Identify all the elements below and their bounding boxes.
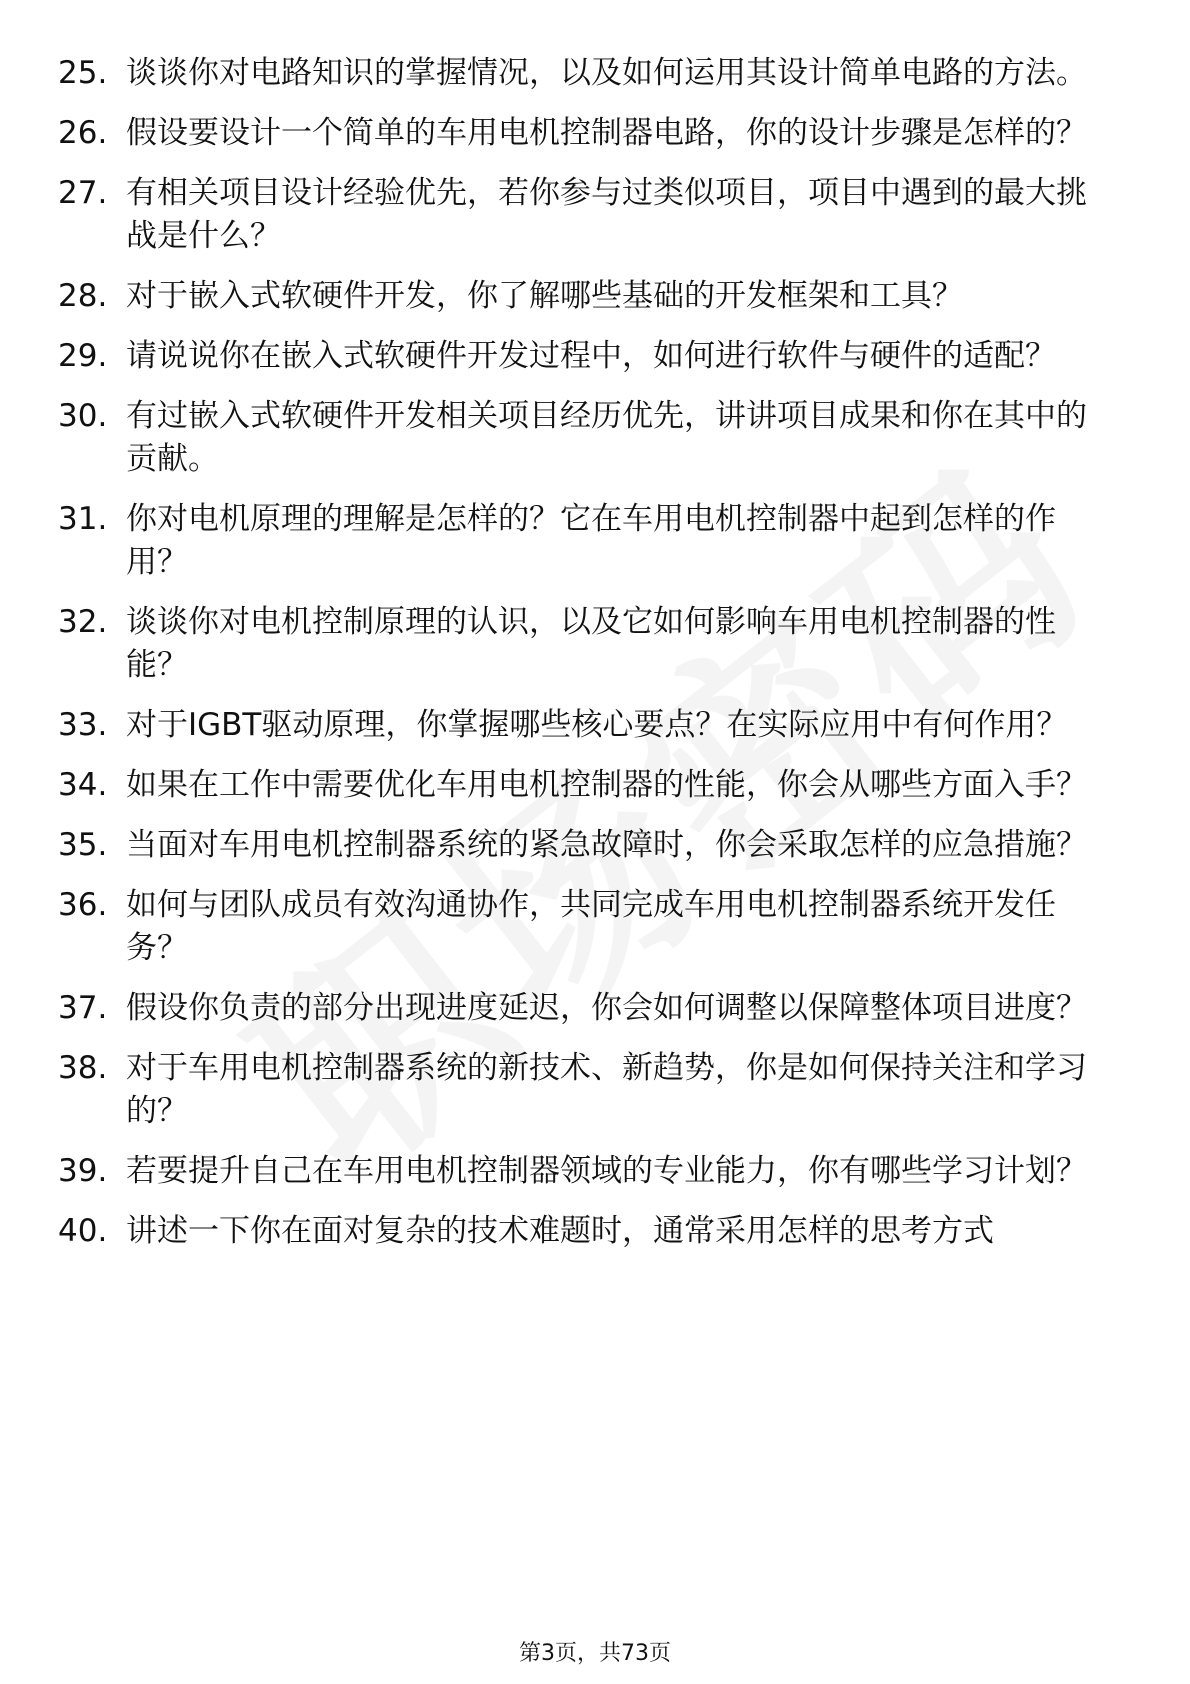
question-number: 35. bbox=[58, 827, 108, 863]
question-item bbox=[0, 704, 1190, 747]
question-number: 27. bbox=[58, 175, 108, 211]
question-number: 38. bbox=[58, 1050, 108, 1086]
question-number: 33. bbox=[58, 707, 108, 743]
question-text: 有过嵌入式软硬件开发相关项目经历优先，讲讲项目成果和你在其中的贡献。 bbox=[126, 398, 1087, 477]
question-item bbox=[0, 1210, 1190, 1253]
question-text: 对于车用电机控制器系统的新技术、新趋势，你是如何保持关注和学习的？ bbox=[126, 1050, 1087, 1129]
question-item bbox=[0, 764, 1190, 807]
question-text: 若要提升自己在车用电机控制器领域的专业能力，你有哪些学习计划？ bbox=[126, 1153, 1087, 1189]
question-number: 26. bbox=[58, 115, 108, 151]
question-number: 40. bbox=[58, 1213, 108, 1249]
question-item bbox=[0, 112, 1190, 155]
question-number: 36. bbox=[58, 887, 108, 923]
question-text: 谈谈你对电机控制原理的认识，以及它如何影响车用电机控制器的性能？ bbox=[126, 604, 1056, 683]
question-item bbox=[0, 824, 1190, 867]
question-item bbox=[0, 395, 1190, 481]
question-number: 37. bbox=[58, 990, 108, 1026]
question-number: 31. bbox=[58, 501, 108, 537]
question-item bbox=[0, 498, 1190, 584]
question-number: 32. bbox=[58, 604, 108, 640]
page-footer: 第3页，共73页 bbox=[519, 1641, 671, 1666]
question-item bbox=[0, 884, 1190, 970]
question-text: 讲述一下你在面对复杂的技术难题时，通常采用怎样的思考方式 bbox=[126, 1213, 994, 1249]
question-number: 34. bbox=[58, 767, 108, 803]
question-text: 请说说你在嵌入式软硬件开发过程中，如何进行软件与硬件的适配？ bbox=[126, 338, 1056, 374]
question-item bbox=[0, 172, 1190, 258]
question-number: 39. bbox=[58, 1153, 108, 1189]
question-text: 对于嵌入式软硬件开发，你了解哪些基础的开发框架和工具？ bbox=[126, 278, 963, 314]
question-item bbox=[0, 1150, 1190, 1193]
question-text: 有相关项目设计经验优先，若你参与过类似项目，项目中遇到的最大挑战是什么？ bbox=[126, 175, 1087, 254]
question-number: 29. bbox=[58, 338, 108, 374]
question-number: 28. bbox=[58, 278, 108, 314]
question-text: 假设你负责的部分出现进度延迟，你会如何调整以保障整体项目进度？ bbox=[126, 990, 1087, 1026]
question-text: 你对电机原理的理解是怎样的？它在车用电机控制器中起到怎样的作用？ bbox=[126, 501, 1056, 580]
question-text: 假设要设计一个简单的车用电机控制器电路，你的设计步骤是怎样的？ bbox=[126, 115, 1087, 151]
question-item bbox=[0, 987, 1190, 1030]
question-item bbox=[0, 275, 1190, 318]
question-text: 当面对车用电机控制器系统的紧急故障时，你会采取怎样的应急措施？ bbox=[126, 827, 1087, 863]
question-number: 25. bbox=[58, 55, 108, 91]
question-item bbox=[0, 1047, 1190, 1133]
question-item bbox=[0, 335, 1190, 378]
question-item bbox=[0, 52, 1190, 95]
question-text: 如果在工作中需要优化车用电机控制器的性能，你会从哪些方面入手？ bbox=[126, 767, 1087, 803]
question-number: 30. bbox=[58, 398, 108, 434]
question-text: 对于IGBT驱动原理，你掌握哪些核心要点？在实际应用中有何作用？ bbox=[126, 707, 1068, 743]
question-item bbox=[0, 601, 1190, 687]
question-text: 如何与团队成员有效沟通协作，共同完成车用电机控制器系统开发任务？ bbox=[126, 887, 1056, 966]
question-list bbox=[0, 52, 1190, 1270]
question-text: 谈谈你对电路知识的掌握情况，以及如何运用其设计简单电路的方法。 bbox=[126, 55, 1087, 91]
